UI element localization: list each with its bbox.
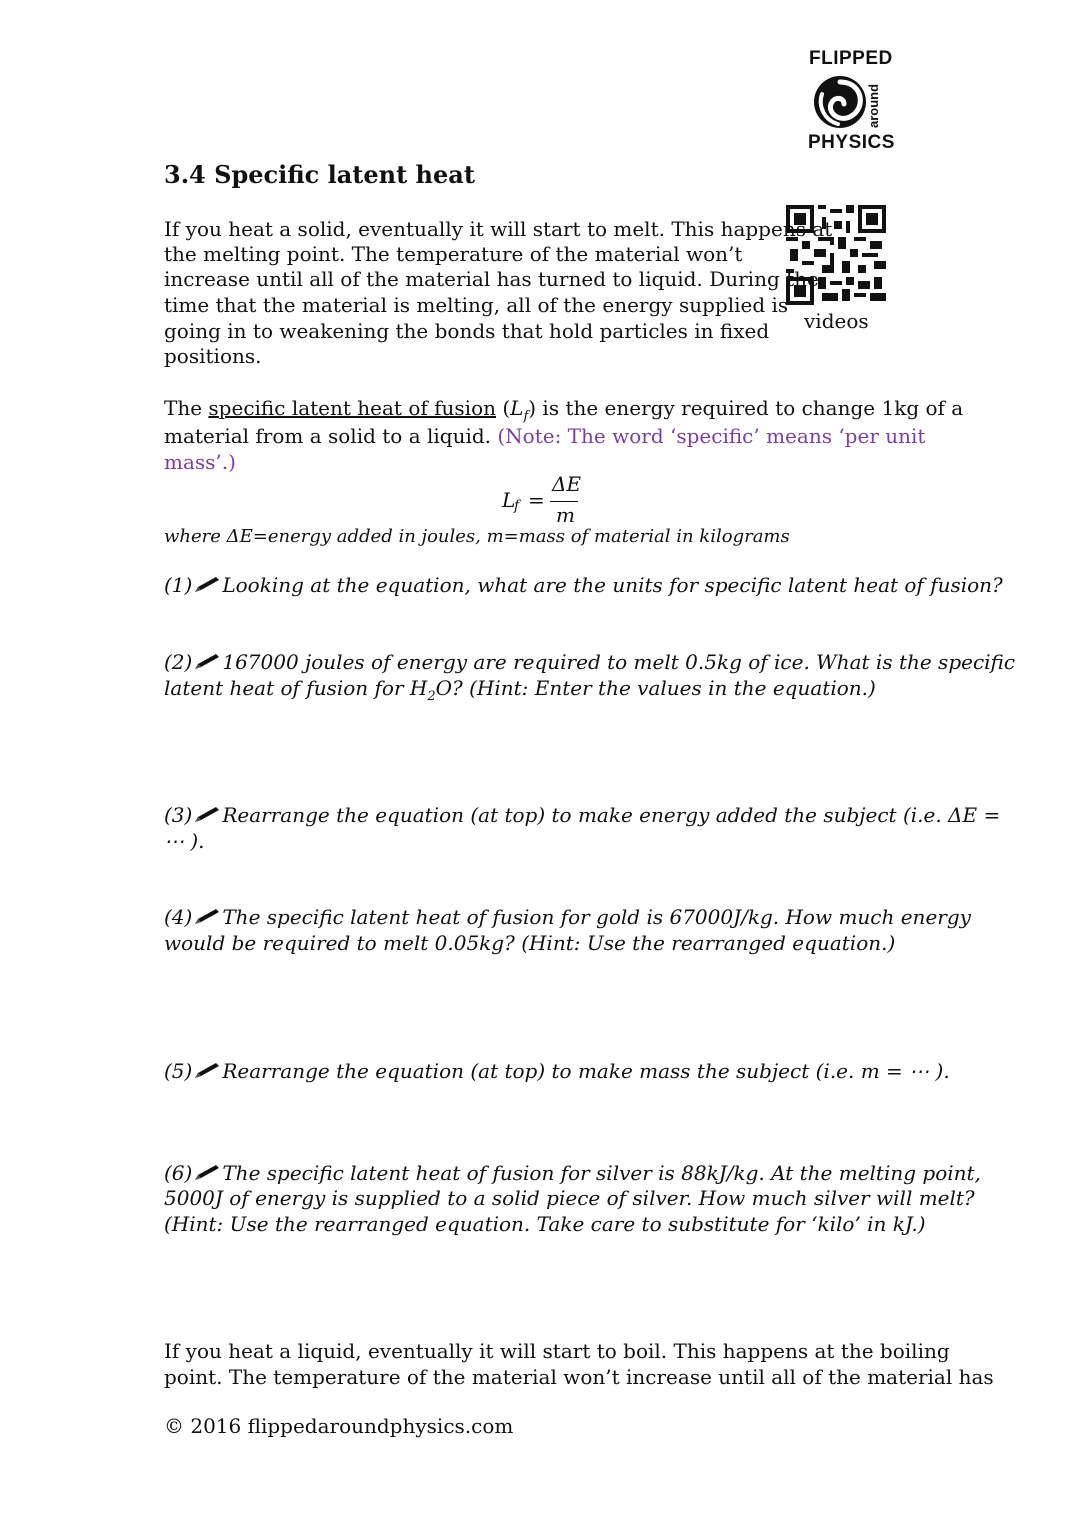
intro-line-2: the melting point. The temperature of the material won’t (164, 242, 743, 266)
logo-top-text: FLIPPED (809, 48, 893, 69)
question-2: (2) 167000 joules of energy are required to melt 0.5kg of ice. What is the specific (164, 650, 1016, 674)
where-text: where ΔE=energy added in joules, m=mass of material in kilograms (164, 526, 790, 547)
equation-denominator: m (556, 503, 575, 527)
intro-line-6: positions. (164, 344, 262, 368)
section-heading: 3.4 Specific latent heat (164, 160, 475, 189)
question-3-line-2: ⋯ ). (164, 829, 205, 853)
equation-lhs: L (502, 488, 516, 512)
question-2-line-2: latent heat of fusion for $H_2O$? (Hint: Enter the values in the equation.) (164, 676, 876, 704)
boil-line-1: If you heat a liquid, eventually it will start to boil. This happens at the boiling (164, 1339, 950, 1363)
boil-line-2: point. The temperature of the material won’t increase until all of the material has (164, 1365, 994, 1389)
pencil-icon (192, 576, 222, 594)
question-6: (6) The specific latent heat of fusion for silver is 88kJ/kg. At the melting point, (164, 1161, 981, 1185)
logo-bottom-text: PHYSICS (808, 132, 895, 153)
intro-line-5: going in to weakening the bonds that hold particles in fixed (164, 319, 770, 343)
definition-line-1: The specific latent heat of fusion $(L_f)$ is the energy required to change 1kg of a (164, 396, 964, 424)
intro-line-4: time that the material is melting, all of the energy supplied is (164, 293, 789, 317)
pencil-icon (192, 1062, 222, 1080)
pencil-icon (192, 653, 222, 671)
equation-equals: = (528, 488, 545, 512)
question-1: (1) Looking at the equation, what are the units for specific latent heat of fusion? (164, 573, 1003, 597)
question-5: (5) Rearrange the equation (at top) to make mass the subject (i.e. m = ⋯ ). (164, 1059, 950, 1083)
logo (800, 48, 900, 158)
definition-line-2: material from a solid to a liquid. (Note: The word ‘specific’ means ‘per unit (164, 424, 926, 448)
intro-line-3: increase until all of the material has turned to liquid. During the (164, 267, 819, 291)
pencil-icon (192, 806, 222, 824)
pencil-icon (192, 908, 222, 926)
question-4-line-2: would be required to melt 0.05kg? (Hint: Use the rearranged equation.) (164, 931, 896, 955)
pencil-icon (192, 1164, 222, 1182)
qr-caption: videos (804, 309, 869, 333)
intro-line-1: If you heat a solid, eventually it will start to melt. This happens at (164, 217, 833, 241)
question-3: (3) Rearrange the equation (at top) to make energy added the subject (i.e. ΔE = (164, 803, 1001, 827)
question-6-line-2: 5000J of energy is supplied to a solid piece of silver. How much silver will melt? (164, 1186, 975, 1210)
question-6-line-3: (Hint: Use the rearranged equation. Take care to substitute for ‘kilo’ in kJ.) (164, 1212, 926, 1236)
footer-copyright[interactable]: © 2016 flippedaroundphysics.com (164, 1414, 514, 1438)
equation-numerator: ΔE (552, 472, 582, 496)
equation (500, 472, 600, 528)
defined-term: specific latent heat of fusion (208, 396, 496, 420)
fraction-bar (550, 501, 578, 502)
equation-lhs-sub: f (514, 498, 520, 514)
note-text: (Note: The word ‘specific’ means ‘per unit (491, 424, 926, 448)
question-4: (4) The specific latent heat of fusion for gold is 67000J/kg. How much energy (164, 905, 971, 929)
definition-line-3: mass’.) (164, 450, 236, 474)
logo-side-text: around (866, 83, 881, 128)
